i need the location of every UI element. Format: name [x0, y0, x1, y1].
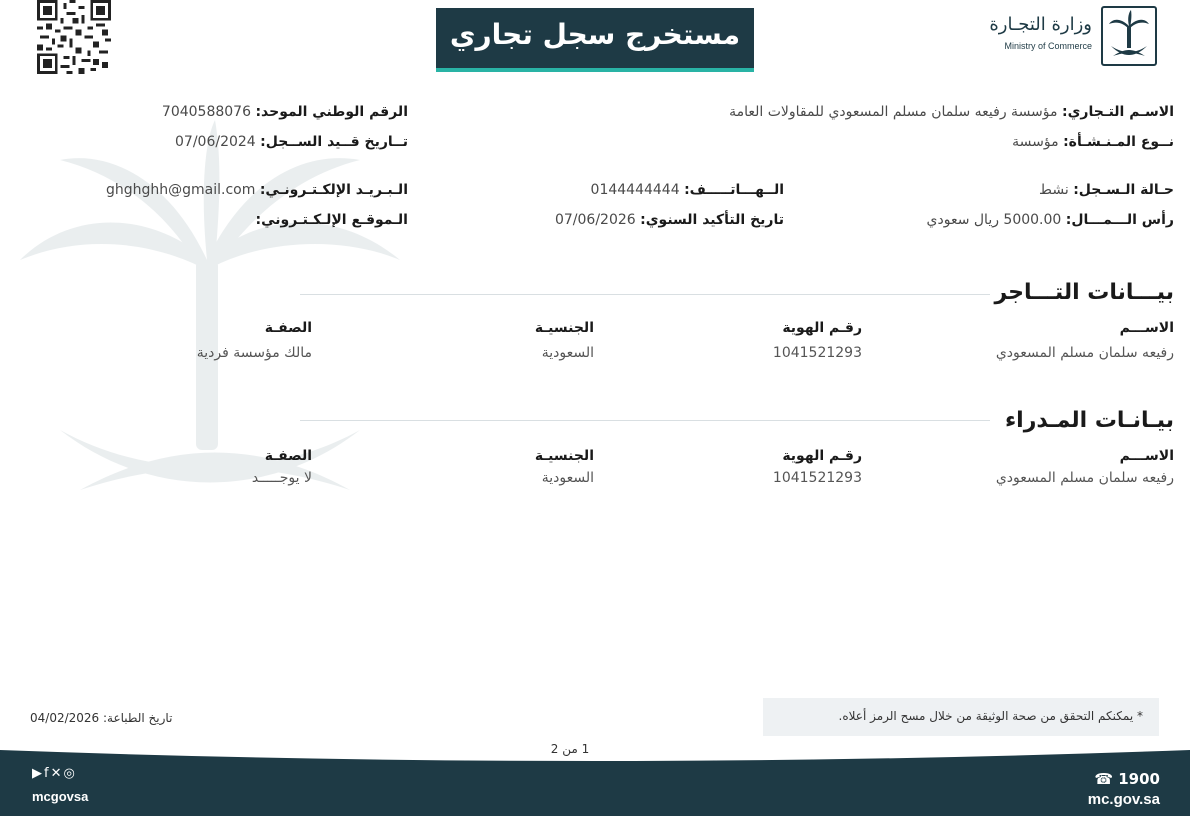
email-value: ghghghh@gmail.com: [105, 182, 256, 198]
managers-header-name: الاســـم: [1119, 448, 1174, 464]
merchant-header-name: الاســـم: [1119, 320, 1174, 336]
website-link[interactable]: mc.gov.sa: [1087, 791, 1160, 808]
phone-hotline[interactable]: [1070, 770, 1160, 788]
annual-confirm-label: تاريخ التأكيد السنوي:: [640, 212, 784, 228]
phone-icon: ☎: [1094, 770, 1114, 788]
merchant-section-title: بيـــانات التـــاجر: [994, 280, 1174, 305]
page-number: 1 من 2: [550, 742, 590, 756]
merchant-header-nationality: الجنسيـة: [534, 320, 594, 336]
manager-role-value: لا يوجـــــد: [251, 470, 312, 486]
phone-hotline-number: 1900: [1118, 770, 1160, 788]
managers-header-role: الصفـة: [264, 448, 312, 464]
record-status-label: حـالة الـسـجل:: [1073, 182, 1174, 198]
trade-name-label: الاسـم التـجاري:: [1061, 104, 1174, 120]
website-field: [255, 212, 408, 228]
merchant-header-role: الصفـة: [264, 320, 312, 336]
annual-confirm-field: [555, 212, 784, 228]
unified-number-value: 7040588076: [161, 104, 251, 120]
capital-field: [927, 212, 1174, 228]
managers-header-nationality: الجنسيـة: [534, 448, 594, 464]
trade-name-field: [729, 104, 1174, 120]
manager-nationality-value: السعودية: [541, 470, 594, 486]
document-title: مستخرج سجل تجاري: [449, 18, 741, 51]
social-media-icons[interactable]: ▶f✕◎: [32, 766, 77, 781]
watermark-emblem: [0, 120, 420, 520]
merchant-nationality-value: السعودية: [541, 345, 594, 361]
merchant-header-id: رقـم الهوية: [782, 320, 862, 336]
qr-code: [36, 0, 112, 74]
ministry-name-english: Ministry of Commerce: [1004, 41, 1092, 51]
managers-section-divider: [300, 420, 990, 421]
registration-date-label: تــاريخ قــيد الســجل:: [260, 134, 408, 150]
merchant-id-value: 1041521293: [772, 345, 862, 361]
website-label: الـموقـع الإلـكـتـروني:: [255, 212, 408, 228]
document-title-banner: [436, 8, 754, 68]
registration-date-value: 07/06/2024: [175, 134, 256, 150]
merchant-section-divider: [300, 294, 990, 295]
email-field: [106, 182, 408, 198]
merchant-role-value: مالك مؤسسة فردية: [196, 345, 312, 361]
registration-date-field: [175, 134, 408, 150]
manager-id-value: 1041521293: [772, 470, 862, 486]
capital-label: رأس الـــمـــال:: [1065, 212, 1174, 228]
manager-name-value: رفيعه سلمان مسلم المسعودي: [995, 470, 1174, 486]
entity-type-value: مؤسسة: [1012, 134, 1059, 150]
ministry-name-arabic: وزارة التجـارة: [989, 14, 1092, 35]
title-accent-bar: [436, 68, 754, 72]
phone-label: الــهـــاتـــــف:: [684, 182, 784, 198]
ministry-logo-emblem: [1101, 6, 1157, 66]
record-status-value: نشط: [1039, 182, 1069, 198]
unified-number-label: الرقم الوطني الموحد:: [255, 104, 408, 120]
annual-confirm-value: 07/06/2026: [554, 212, 636, 228]
print-date: تاريخ الطباعة: 04/02/2026: [30, 711, 173, 725]
phone-field: [591, 182, 784, 198]
social-handle[interactable]: mcgovsa: [32, 789, 89, 804]
trade-name-value: مؤسسة رفيعه سلمان مسلم المسعودي للمقاولات العامة: [729, 104, 1058, 120]
phone-value: 0144444444: [590, 182, 680, 198]
email-label: الـبـريـد الإلكـتـرونـي:: [259, 182, 408, 198]
unified-number-field: [162, 104, 408, 120]
verification-note: * يمكنكم التحقق من صحة الوثيقة من خلال مسح الرمز أعلاه.: [838, 709, 1143, 723]
verification-note-box: [763, 698, 1159, 736]
managers-header-id: رقـم الهوية: [782, 448, 862, 464]
entity-type-label: نــوع المـنـشـأة:: [1063, 134, 1174, 150]
managers-section-title: بيـانـات المـدراء: [1004, 408, 1174, 433]
merchant-name-value: رفيعه سلمان مسلم المسعودي: [995, 345, 1174, 361]
entity-type-field: [1012, 134, 1174, 150]
capital-value: 5000.00 ريال سعودي: [926, 212, 1062, 228]
record-status-field: [1039, 182, 1174, 198]
